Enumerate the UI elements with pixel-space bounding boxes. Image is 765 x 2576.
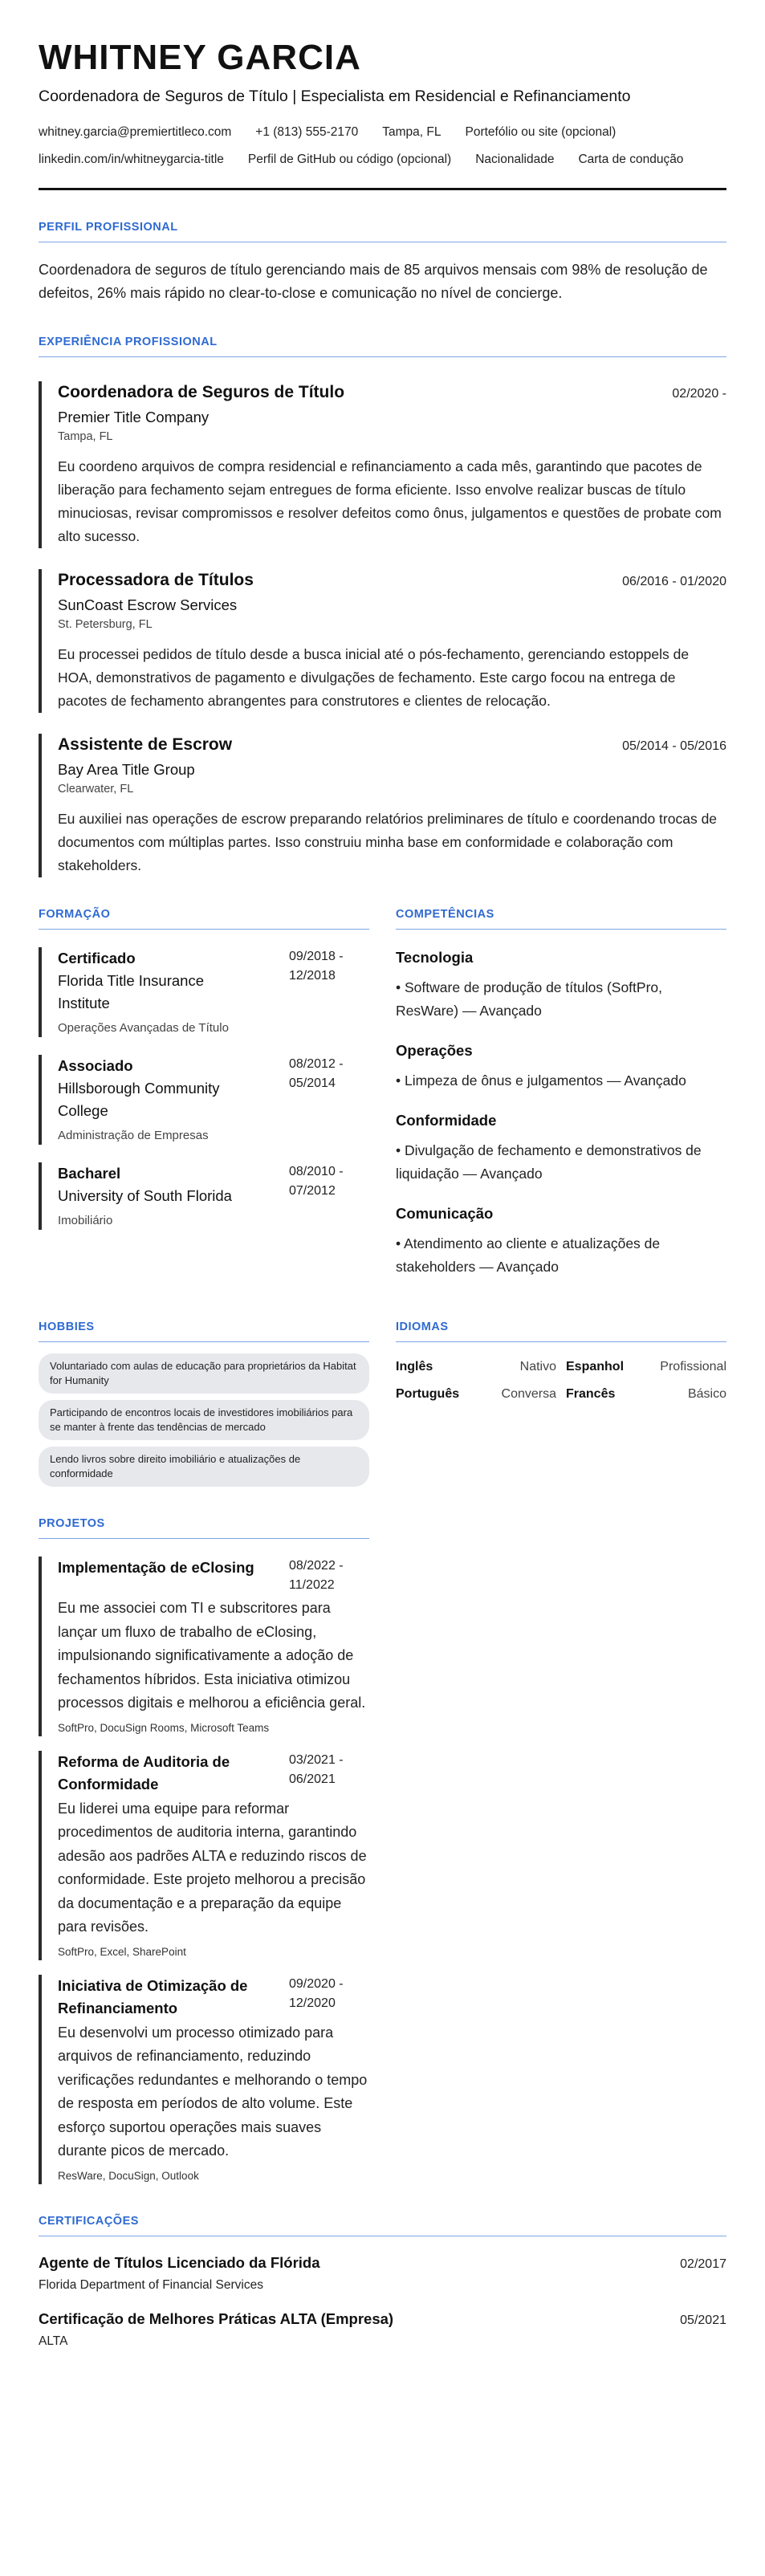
languages-heading: IDIOMAS [396,1321,726,1342]
cert-issuer: ALTA [39,2334,68,2348]
job-company: Premier Title Company [58,409,210,425]
job-description: Eu processei pedidos de título desde a busca inicial até o pós-fechamento, gerenciando estoppels de HOA, demonstrativos de pagamento e divulgações de fechamento. Este cargo focou na entrega de pacotes de fechamento abrangentes para construtores e clientes de relocação. [58,646,690,709]
skills-column [396,877,726,1279]
edu-field: Imobiliário [58,1214,113,1227]
project-dates: 08/2022 - 11/2022 [289,1559,344,1592]
education-entry [39,947,369,1037]
hobby-chip: Voluntariado com aulas de educação para proprietários da Habitat for Humanity [39,1353,369,1394]
cert-issuer: Florida Department of Financial Services [39,2277,263,2292]
skills-heading: COMPETÊNCIAS [396,908,726,930]
certification-entry [39,2310,726,2349]
projects-heading: PROJETOS [39,1517,369,1539]
skill-category: Operações [396,1042,473,1059]
summary-text: Coordenadora de seguros de título gerenciando mais de 85 arquivos mensais com 98% de resolução de defeitos, 26% mais rápido no clear-to-close e comunicação no nível de concierge. [39,262,708,301]
language-level: Nativo [519,1360,556,1373]
experience-heading: EXPERIÊNCIA PROFISSIONAL [39,336,726,357]
skill-item: • Divulgação de fechamento e demonstrativos de liquidação — Avançado [396,1142,702,1182]
contact-list [39,119,729,173]
project-entry [39,1751,369,1960]
language-item [566,1387,726,1402]
skill-item: • Software de produção de títulos (SoftPro, ResWare) — Avançado [396,979,663,1019]
summary-heading: PERFIL PROFISSIONAL [39,221,726,242]
edu-school: Hillsborough Community College [58,1080,220,1119]
job-description: Eu coordeno arquivos de compra residencial e refinanciamento a cada mês, garantindo que pacotes de liberação para fechamento sejam entregues de forma eficiente. Isso envolve realizar buscas de título minuciosas, revisar compromissos e resolver defeitos como ônus, julgamentos e questões de probate com alto sucesso. [58,458,722,544]
driving-license: Carta de condução [578,153,684,166]
project-tech: SoftPro, Excel, SharePoint [58,1945,186,1958]
languages-column [396,1290,726,1487]
project-description: Eu liderei uma equipe para reformar procedimentos de auditoria interna, garantindo adesão aos padrões ALTA e reduzindo riscos de conformidade. Este projeto melhorou a precisão da documentação e a preparação da equipe para revisões. [58,1800,367,1935]
education-skills-row [39,877,726,1279]
edu-school: University of South Florida [58,1187,232,1204]
language-name: Espanhol [566,1360,625,1373]
project-title: Iniciativa de Otimização de Refinanciamento [58,1976,248,2016]
edu-dates: 08/2010 - 07/2012 [289,1165,344,1198]
project-description: Eu desenvolvi um processo otimizado para arquivos de refinanciamento, reduzindo verificações redundantes e melhorando o tempo de resposta em períodos de alto volume. Este esforço suportou operações mais suaves durante picos de mercado. [58,2024,368,2159]
project-entry [39,1975,369,2184]
cert-title: Agente de Títulos Licenciado da Flórida [39,2253,320,2271]
job-description: Eu auxiliei nas operações de escrow preparando relatórios preliminares de título e coordenando trocas de documentos com múltiplas partes. Isso construiu minha base em conformidade e colaboração com stakeholders. [58,811,718,873]
projects-column [39,1517,369,2184]
github-link[interactable]: Perfil de GitHub ou código (opcional) [247,153,452,166]
language-item [566,1360,726,1374]
skill-category: Conformidade [396,1112,497,1129]
phone[interactable]: +1 (813) 555-2170 [255,125,359,139]
language-name: Inglês [396,1360,433,1373]
job-title: Processadora de Títulos [58,571,254,589]
cert-title: Certificação de Melhores Práticas ALTA (Empresa) [39,2309,394,2327]
hobbies-languages-row [39,1290,726,1487]
job-title: Assistente de Escrow [58,735,233,754]
education-heading: FORMAÇÃO [39,908,369,930]
hobbies-column [39,1290,369,1487]
project-title: Implementação de eClosing [58,1559,254,1576]
hobby-chip: Lendo livros sobre direito imobiliário e atualizações de conformidade [39,1447,369,1487]
nationality: Nacionalidade [475,153,555,166]
job-location: Tampa, FL [58,430,113,443]
headline: Coordenadora de Seguros de Título | Especialista em Residencial e Refinanciamento [39,87,631,105]
edu-degree: Bacharel [58,1165,121,1182]
location: Tampa, FL [382,125,442,139]
cert-date: 05/2021 [680,2313,726,2327]
language-level: Profissional [660,1360,726,1373]
language-level: Básico [687,1387,726,1401]
edu-degree: Associado [58,1057,133,1074]
portfolio-link[interactable]: Portefólio ou site (opcional) [465,125,616,139]
project-tech: SoftPro, DocuSign Rooms, Microsoft Teams [58,1721,270,1734]
job-company: Bay Area Title Group [58,761,195,778]
edu-school: Florida Title Insurance Institute [58,972,205,1011]
language-name: Francês [566,1387,616,1401]
education-entry [39,1162,369,1230]
project-dates: 09/2020 - 12/2020 [289,1976,344,2010]
language-name: Português [396,1387,460,1401]
cert-date: 02/2017 [680,2257,726,2271]
edu-degree: Certificado [58,950,136,967]
linkedin-link[interactable]: linkedin.com/in/whitneygarcia-title [39,153,224,166]
job-entry [39,734,726,877]
language-item [396,1387,556,1402]
language-level: Conversa [501,1387,556,1401]
header-divider [39,188,726,190]
project-tech: ResWare, DocuSign, Outlook [58,2169,199,2182]
project-title: Reforma de Auditoria de Conformidade [58,1752,230,1793]
hobbies-heading: HOBBIES [39,1321,369,1342]
education-entry [39,1055,369,1145]
job-entry [39,381,726,548]
resume-header [39,37,726,190]
job-entry [39,569,726,713]
certifications-heading: CERTIFICAÇÕES [39,2215,726,2236]
job-location: St. Petersburg, FL [58,618,153,631]
skill-category: Comunicação [396,1205,494,1222]
project-description: Eu me associei com TI e subscritores para lançar um fluxo de trabalho de eClosing, impulsionando significativamente a adoção de fechamentos híbridos. Esta iniciativa otimizou processos digitais e melhorou a eficiência geral. [58,1600,366,1711]
edu-field: Administração de Empresas [58,1129,209,1142]
edu-field: Operações Avançadas de Título [58,1021,229,1035]
skill-item: • Limpeza de ônus e julgamentos — Avançado [396,1072,686,1089]
job-dates: 06/2016 - 01/2020 [622,575,726,588]
job-location: Clearwater, FL [58,783,134,796]
edu-dates: 08/2012 - 05/2014 [289,1057,344,1090]
project-dates: 03/2021 - 06/2021 [289,1752,344,1786]
skill-item: • Atendimento ao cliente e atualizações de stakeholders — Avançado [396,1235,661,1275]
candidate-name: WHITNEY GARCIA [39,38,361,77]
language-item [396,1360,556,1374]
education-column [39,877,369,1279]
job-company: SunCoast Escrow Services [58,596,238,613]
edu-dates: 09/2018 - 12/2018 [289,950,344,983]
skill-category: Tecnologia [396,949,474,966]
job-title: Coordenadora de Seguros de Título [58,383,345,401]
job-dates: 02/2020 - [672,387,726,401]
job-dates: 05/2014 - 05/2016 [622,739,726,753]
certification-entry [39,2254,726,2293]
project-entry [39,1557,369,1736]
email-link[interactable]: whitney.garcia@premiertitleco.com [39,125,232,139]
hobby-chip: Participando de encontros locais de investidores imobiliários para se manter à frente das tendências de mercado [39,1400,369,1440]
